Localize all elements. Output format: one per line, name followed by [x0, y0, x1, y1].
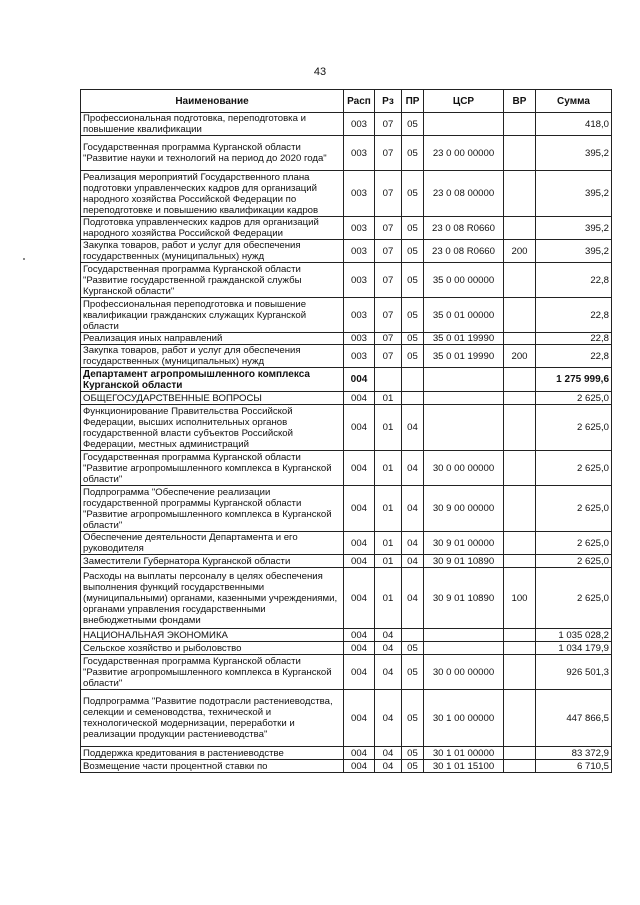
- cell-name: Государственная программа Курганской области "Развитие агропромышленного комплекса в Курганской области": [81, 655, 344, 690]
- cell-sum: 6 710,5: [536, 760, 612, 773]
- cell-vr: [504, 642, 536, 655]
- cell-csr: 23 0 08 R0660: [424, 240, 504, 263]
- cell-name: НАЦИОНАЛЬНАЯ ЭКОНОМИКА: [81, 629, 344, 642]
- cell-rasp: 003: [344, 263, 375, 298]
- cell-csr: [424, 113, 504, 136]
- cell-csr: 35 0 00 00000: [424, 263, 504, 298]
- cell-rz: 07: [375, 171, 402, 217]
- cell-rz: 04: [375, 629, 402, 642]
- cell-vr: [504, 333, 536, 345]
- cell-pr: 05: [402, 642, 424, 655]
- cell-rz: 07: [375, 217, 402, 240]
- cell-sum: 926 501,3: [536, 655, 612, 690]
- cell-sum: 447 866,5: [536, 690, 612, 747]
- cell-sum: 2 625,0: [536, 486, 612, 532]
- table-row: [81, 171, 612, 217]
- table-row: [81, 136, 612, 171]
- cell-pr: 05: [402, 263, 424, 298]
- cell-rasp: 003: [344, 240, 375, 263]
- cell-csr: [424, 629, 504, 642]
- cell-rz: 04: [375, 747, 402, 760]
- table-row: [81, 532, 612, 555]
- table-row: [81, 405, 612, 451]
- cell-name: Департамент агропромышленного комплекса Курганской области: [81, 368, 344, 392]
- cell-pr: 04: [402, 405, 424, 451]
- header-sum: Сумма: [536, 90, 612, 113]
- cell-csr: [424, 405, 504, 451]
- cell-sum: 395,2: [536, 217, 612, 240]
- cell-vr: [504, 405, 536, 451]
- table-row: [81, 368, 612, 392]
- cell-name: Сельское хозяйство и рыболовство: [81, 642, 344, 655]
- cell-csr: 23 0 08 R0660: [424, 217, 504, 240]
- cell-rasp: 004: [344, 568, 375, 629]
- table-row: [81, 655, 612, 690]
- cell-name: Государственная программа Курганской области "Развитие науки и технологий на период до 2020 года": [81, 136, 344, 171]
- cell-vr: [504, 113, 536, 136]
- cell-rz: 04: [375, 655, 402, 690]
- page-number: 43: [313, 66, 327, 78]
- cell-rasp: 004: [344, 629, 375, 642]
- cell-rz: [375, 368, 402, 392]
- cell-sum: 2 625,0: [536, 532, 612, 555]
- cell-sum: 1 035 028,2: [536, 629, 612, 642]
- cell-vr: [504, 760, 536, 773]
- cell-name: Поддержка кредитования в растениеводстве: [81, 747, 344, 760]
- cell-vr: [504, 629, 536, 642]
- header-name: Наименование: [81, 90, 344, 113]
- cell-rz: 04: [375, 690, 402, 747]
- cell-sum: 22,8: [536, 333, 612, 345]
- cell-pr: 05: [402, 760, 424, 773]
- cell-name: Государственная программа Курганской области "Развитие агропромышленного комплекса в Курганской области": [81, 451, 344, 486]
- cell-rasp: 003: [344, 136, 375, 171]
- cell-sum: 395,2: [536, 240, 612, 263]
- cell-rasp: 004: [344, 532, 375, 555]
- cell-rz: 01: [375, 568, 402, 629]
- cell-pr: 05: [402, 171, 424, 217]
- cell-rasp: 003: [344, 345, 375, 368]
- cell-sum: 2 625,0: [536, 555, 612, 568]
- cell-sum: 1 275 999,6: [536, 368, 612, 392]
- cell-name: Реализация иных направлений: [81, 333, 344, 345]
- cell-name: Функционирование Правительства Российской Федерации, высших исполнительных органов государственной власти субъектов Российской Федерации, местных администраций: [81, 405, 344, 451]
- cell-vr: [504, 555, 536, 568]
- cell-vr: 200: [504, 240, 536, 263]
- table-row: [81, 555, 612, 568]
- cell-rasp: 004: [344, 392, 375, 405]
- cell-vr: 200: [504, 345, 536, 368]
- cell-vr: [504, 392, 536, 405]
- cell-pr: 04: [402, 486, 424, 532]
- cell-rz: 01: [375, 451, 402, 486]
- cell-rasp: 003: [344, 298, 375, 333]
- cell-rasp: 004: [344, 555, 375, 568]
- cell-sum: 22,8: [536, 263, 612, 298]
- cell-rasp: 004: [344, 655, 375, 690]
- cell-csr: 30 1 01 00000: [424, 747, 504, 760]
- cell-vr: [504, 368, 536, 392]
- cell-sum: 2 625,0: [536, 568, 612, 629]
- cell-sum: 395,2: [536, 171, 612, 217]
- cell-rasp: 004: [344, 486, 375, 532]
- table-row: [81, 629, 612, 642]
- cell-pr: 05: [402, 113, 424, 136]
- cell-name: Профессиональная подготовка, переподготовка и повышение квалификации: [81, 113, 344, 136]
- cell-rz: 01: [375, 392, 402, 405]
- cell-name: Реализация мероприятий Государственного плана подготовки управленческих кадров для организаций народного хозяйства Российской Федерации по переподготовке и повышению квалификации кадров: [81, 171, 344, 217]
- cell-csr: 35 0 01 00000: [424, 298, 504, 333]
- cell-name: Возмещение части процентной ставки по: [81, 760, 344, 773]
- cell-vr: [504, 217, 536, 240]
- cell-csr: [424, 642, 504, 655]
- cell-csr: 35 0 01 19990: [424, 345, 504, 368]
- table-row: [81, 642, 612, 655]
- table-row: [81, 568, 612, 629]
- cell-name: Заместители Губернатора Курганской области: [81, 555, 344, 568]
- cell-pr: 05: [402, 240, 424, 263]
- cell-rz: 07: [375, 113, 402, 136]
- cell-name: Профессиональная переподготовка и повышение квалификации гражданских служащих Курганской области: [81, 298, 344, 333]
- cell-name: Государственная программа Курганской области "Развитие государственной гражданской службы Курганской области": [81, 263, 344, 298]
- cell-vr: [504, 451, 536, 486]
- cell-pr: 05: [402, 690, 424, 747]
- cell-rz: 01: [375, 532, 402, 555]
- header-rz: Рз: [375, 90, 402, 113]
- table-header-row: [81, 90, 612, 113]
- cell-rasp: 004: [344, 405, 375, 451]
- cell-sum: 22,8: [536, 298, 612, 333]
- cell-name: Расходы на выплаты персоналу в целях обеспечения выполнения функций государственными (муниципальными) органами, казенными учреждениями, органами управления государственными внебюджетными фондами: [81, 568, 344, 629]
- table-row: [81, 113, 612, 136]
- budget-table: [80, 89, 612, 773]
- cell-name: Обеспечение деятельности Департамента и его руководителя: [81, 532, 344, 555]
- cell-rasp: 003: [344, 113, 375, 136]
- table-row: [81, 760, 612, 773]
- cell-pr: 05: [402, 217, 424, 240]
- cell-sum: 2 625,0: [536, 392, 612, 405]
- cell-csr: [424, 368, 504, 392]
- cell-rz: 07: [375, 345, 402, 368]
- cell-csr: 23 0 08 00000: [424, 171, 504, 217]
- cell-rz: 01: [375, 486, 402, 532]
- cell-rz: 07: [375, 298, 402, 333]
- header-vr: ВР: [504, 90, 536, 113]
- cell-rz: 07: [375, 333, 402, 345]
- cell-rz: 07: [375, 263, 402, 298]
- cell-csr: 30 9 00 00000: [424, 486, 504, 532]
- cell-rasp: 003: [344, 171, 375, 217]
- cell-rz: 01: [375, 555, 402, 568]
- table-row: [81, 486, 612, 532]
- table-row: [81, 747, 612, 760]
- cell-vr: [504, 532, 536, 555]
- cell-rasp: 004: [344, 760, 375, 773]
- cell-pr: 04: [402, 451, 424, 486]
- cell-rasp: 003: [344, 333, 375, 345]
- cell-pr: [402, 629, 424, 642]
- table-row: [81, 451, 612, 486]
- cell-rasp: 004: [344, 642, 375, 655]
- cell-vr: [504, 136, 536, 171]
- table-row: [81, 690, 612, 747]
- cell-name: Подготовка управленческих кадров для организаций народного хозяйства Российской Федерации: [81, 217, 344, 240]
- cell-rasp: 004: [344, 747, 375, 760]
- cell-pr: 05: [402, 333, 424, 345]
- cell-pr: [402, 368, 424, 392]
- cell-sum: 1 034 179,9: [536, 642, 612, 655]
- cell-rz: 01: [375, 405, 402, 451]
- cell-name: Подпрограмма "Обеспечение реализации государственной программы Курганской области "Развитие агропромышленного комплекса в Курганской области": [81, 486, 344, 532]
- cell-vr: [504, 263, 536, 298]
- cell-sum: 83 372,9: [536, 747, 612, 760]
- cell-csr: [424, 392, 504, 405]
- header-pr: ПР: [402, 90, 424, 113]
- table-row: [81, 217, 612, 240]
- cell-csr: 35 0 01 19990: [424, 333, 504, 345]
- cell-rasp: 004: [344, 690, 375, 747]
- cell-rasp: 004: [344, 451, 375, 486]
- cell-vr: [504, 171, 536, 217]
- cell-rasp: 004: [344, 368, 375, 392]
- cell-pr: [402, 392, 424, 405]
- cell-rz: 07: [375, 240, 402, 263]
- table-row: [81, 298, 612, 333]
- cell-name: ОБЩЕГОСУДАРСТВЕННЫЕ ВОПРОСЫ: [81, 392, 344, 405]
- cell-csr: 30 9 01 10890: [424, 568, 504, 629]
- cell-pr: 05: [402, 345, 424, 368]
- cell-name: Закупка товаров, работ и услуг для обеспечения государственных (муниципальных) нужд: [81, 345, 344, 368]
- cell-csr: 30 0 00 00000: [424, 655, 504, 690]
- cell-pr: 05: [402, 747, 424, 760]
- table-row: [81, 240, 612, 263]
- cell-rz: 04: [375, 760, 402, 773]
- scan-speck: [23, 258, 25, 260]
- cell-vr: [504, 298, 536, 333]
- cell-csr: 23 0 00 00000: [424, 136, 504, 171]
- cell-name: Подпрограмма "Развитие подотрасли растениеводства, селекции и семеноводства, технической и технологической модернизации, переработки и реализации продукции растениеводства": [81, 690, 344, 747]
- cell-sum: 22,8: [536, 345, 612, 368]
- cell-csr: 30 9 01 00000: [424, 532, 504, 555]
- header-rasp: Расп: [344, 90, 375, 113]
- header-csr: ЦСР: [424, 90, 504, 113]
- cell-pr: 04: [402, 568, 424, 629]
- table-row: [81, 333, 612, 345]
- cell-pr: 05: [402, 298, 424, 333]
- cell-rasp: 003: [344, 217, 375, 240]
- cell-sum: 2 625,0: [536, 451, 612, 486]
- table-row: [81, 263, 612, 298]
- cell-vr: [504, 690, 536, 747]
- table-row: [81, 345, 612, 368]
- cell-name: Закупка товаров, работ и услуг для обеспечения государственных (муниципальных) нужд: [81, 240, 344, 263]
- cell-rz: 07: [375, 136, 402, 171]
- cell-csr: 30 9 01 10890: [424, 555, 504, 568]
- cell-vr: [504, 655, 536, 690]
- cell-csr: 30 1 00 00000: [424, 690, 504, 747]
- table-body: [81, 113, 612, 773]
- cell-sum: 418,0: [536, 113, 612, 136]
- cell-vr: [504, 486, 536, 532]
- cell-sum: 2 625,0: [536, 405, 612, 451]
- cell-sum: 395,2: [536, 136, 612, 171]
- cell-vr: 100: [504, 568, 536, 629]
- cell-csr: 30 1 01 15100: [424, 760, 504, 773]
- cell-vr: [504, 747, 536, 760]
- cell-rz: 04: [375, 642, 402, 655]
- cell-pr: 05: [402, 655, 424, 690]
- cell-pr: 04: [402, 555, 424, 568]
- cell-pr: 05: [402, 136, 424, 171]
- cell-csr: 30 0 00 00000: [424, 451, 504, 486]
- table-row: [81, 392, 612, 405]
- cell-pr: 04: [402, 532, 424, 555]
